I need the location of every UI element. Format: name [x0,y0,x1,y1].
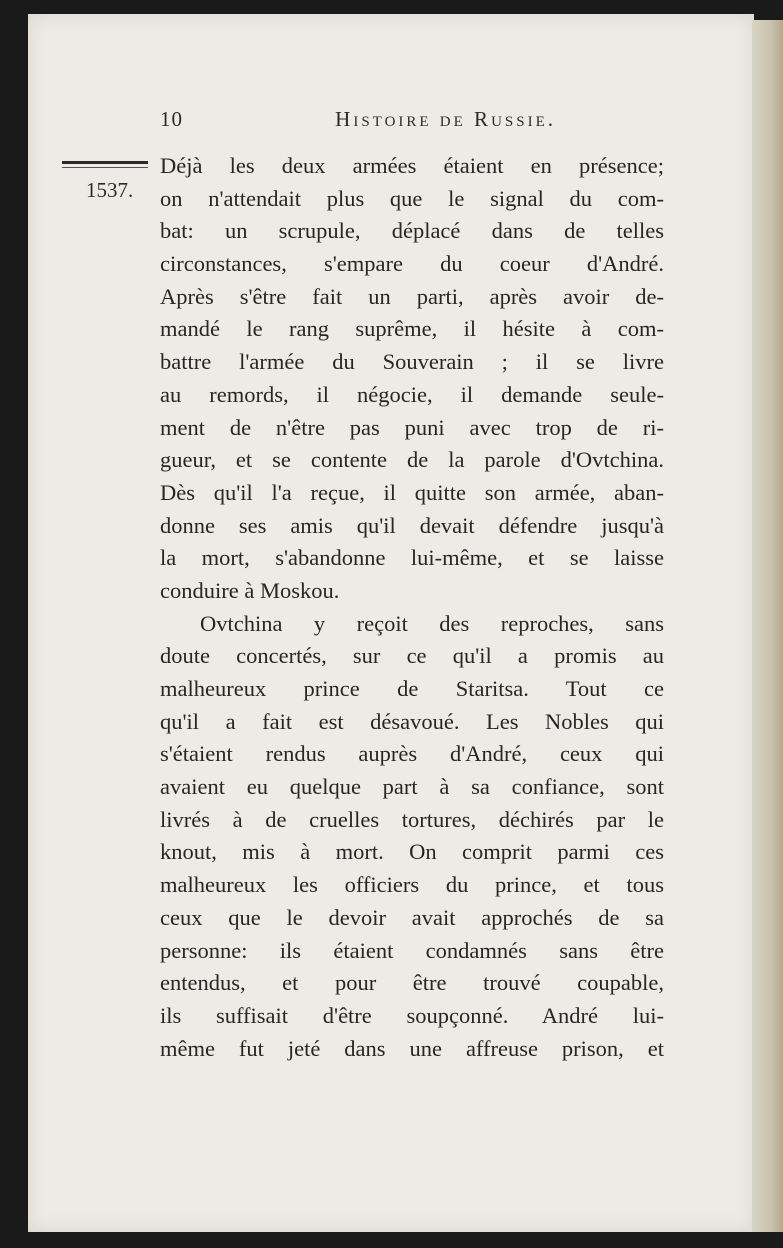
paragraph-start-line: Ovtchina y reçoit des reproches, sans [200,610,664,636]
running-title: Histoire de Russie. [335,107,556,131]
text-line: ils suffisait d'être soupçonné. André lui- [160,1002,664,1028]
text-line: Dès qu'il l'a reçue, il quitte son armée, aban- [160,479,664,505]
margin-rule-thin [62,167,148,168]
text-line: avaient eu quelque part à sa confiance, sont [160,774,664,800]
text-line: mandé le rang suprême, il hésite à com- [160,316,664,342]
text-line: personne: ils étaient condamnés sans être [160,937,664,963]
text-line: battre l'armée du Souverain ; il se livre [160,349,664,375]
text-line: ceux que le devoir avait approchés de sa [160,904,664,930]
text-line: circonstances, s'empare du coeur d'André. [160,251,664,277]
text-line: la mort, s'abandonne lui-même, et se laisse [160,545,664,571]
text-line: Déjà les deux armées étaient en présence; [160,153,664,178]
text-line: ment de n'être pas puni avec trop de ri- [160,414,664,440]
text-line: même fut jeté dans une affreuse prison, et [160,1035,664,1061]
text-line: au remords, il négocie, il demande seule- [160,381,664,407]
text-line: qu'il a fait est désavoué. Les Nobles qui [160,708,664,734]
body-text [160,150,664,1065]
text-line: bat: un scrupule, déplacé dans de telles [160,218,664,244]
text-line: Après s'être fait un parti, après avoir de- [160,283,664,309]
text-line: malheureux les officiers du prince, et tous [160,872,664,898]
text-line: on n'attendait plus que le signal du com- [160,185,664,211]
page-number: 10 [160,107,183,131]
text-line: entendus, et pour être trouvé coupable, [160,970,664,996]
margin-year: 1537. [86,178,134,202]
paragraph-end-line: conduire à Moskou. [160,577,340,603]
text-line: malheureux prince de Staritsa. Tout ce [160,676,664,701]
text-line: doute concertés, sur ce qu'il a promis au [160,643,664,669]
text-line: knout, mis à mort. On comprit parmi ces [160,839,664,865]
text-line: gueur, et se contente de la parole d'Ovtchina. [160,447,664,473]
margin-rule [62,161,148,164]
page-edge [752,20,783,1232]
text-line: livrés à de cruelles tortures, déchirés par le [160,806,664,832]
text-line: donne ses amis qu'il devait défendre jusqu'à [160,512,664,538]
running-head [160,107,556,133]
text-line: s'étaient rendus auprès d'André, ceux qui [160,741,664,767]
